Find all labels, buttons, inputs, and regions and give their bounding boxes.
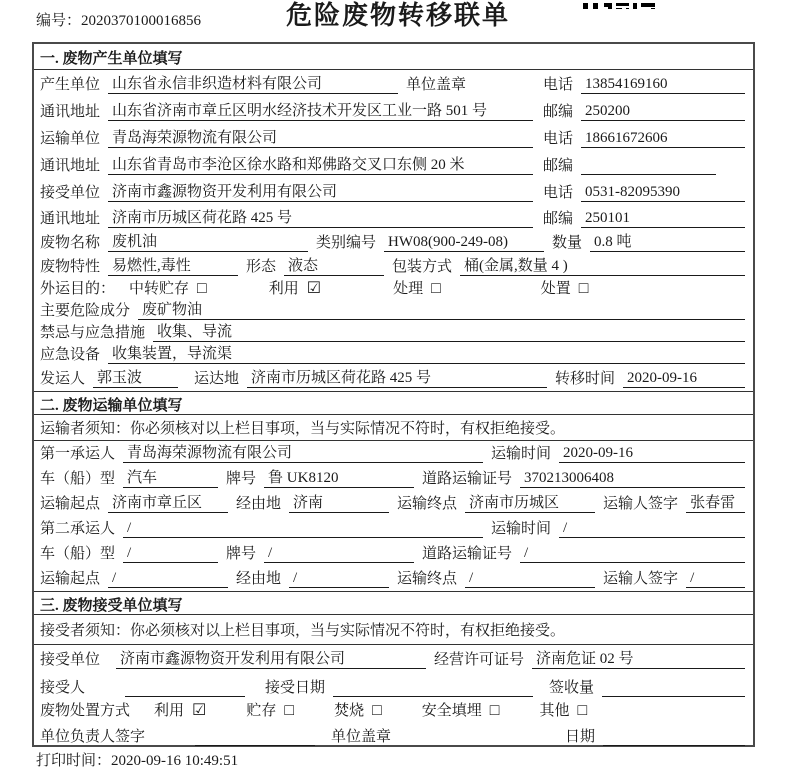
waste-name-row <box>34 231 753 255</box>
packing-label: 包装方式 <box>392 259 453 275</box>
equipment-row <box>34 345 753 367</box>
receiver-address-value: 济南市历城区荷花路 425 号 <box>108 206 533 228</box>
section3-title: 三. 废物接受单位填写 <box>34 591 753 615</box>
transporter-value: 青岛海荣源物流有限公司 <box>108 126 533 148</box>
accept-date-value <box>333 696 533 697</box>
disposal-row <box>34 700 753 723</box>
responsible-sign-value <box>195 745 315 746</box>
disposal-option-store <box>246 699 294 720</box>
via1-value: 济南 <box>289 491 389 513</box>
quantity-value: 0.8 吨 <box>590 230 745 252</box>
accept-date-label: 接受日期 <box>265 680 326 696</box>
checkbox-unchecked-icon: □ <box>197 280 207 297</box>
transport-time1-value: 2020-09-16 <box>559 445 745 463</box>
accept-unit-label: 接受单位 <box>40 652 101 668</box>
phone-label-3: 电话 <box>543 185 574 201</box>
receiver-row <box>34 178 753 205</box>
producer-address-value: 山东省济南市章丘区明水经济技术开发区工业一路 501 号 <box>108 99 533 121</box>
trait-value: 易燃性,毒性 <box>108 254 238 276</box>
checkbox-checked-icon: ☑ <box>192 702 207 719</box>
unit-seal-label: 单位盖章 <box>406 77 467 93</box>
receiver-address-row <box>34 205 753 231</box>
purpose-option-treat-label: 处理 <box>393 281 424 297</box>
via-label-1: 经由地 <box>236 496 282 512</box>
form-value: 液态 <box>284 254 384 276</box>
waste-trait-row <box>34 255 753 279</box>
receiver-value: 济南市鑫源物资开发利用有限公司 <box>108 180 533 202</box>
responsible-sign-label: 单位负责人签字 <box>40 729 146 745</box>
producer-label: 产生单位 <box>40 77 101 93</box>
vehicle1-value: 汽车 <box>123 466 218 488</box>
producer-address-row <box>34 97 753 124</box>
purpose-option-transfer-storage <box>129 277 207 298</box>
disposal-option-landfill <box>422 699 500 720</box>
plate2-value: / <box>264 545 414 563</box>
date2-label: 日期 <box>565 729 596 745</box>
vehicle1-row <box>34 466 753 491</box>
via-label-2: 经由地 <box>236 571 282 587</box>
purpose-option-transfer-storage-label: 中转贮存 <box>129 281 190 297</box>
transporter-phone-value: 18661672606 <box>581 130 745 148</box>
recipient-value <box>125 696 245 697</box>
print-time-value: 2020-09-16 10:49:51 <box>111 753 239 768</box>
disposal-option-utilize <box>154 699 206 720</box>
road-cert-label-2: 道路运输证号 <box>422 546 513 562</box>
terminal2-value: / <box>465 570 595 588</box>
accept-unit-value: 济南市鑫源物资开发利用有限公司 <box>116 647 426 669</box>
origin1-value: 济南市章丘区 <box>108 491 228 513</box>
checkbox-unchecked-icon: □ <box>431 280 441 297</box>
destination-label: 运达地 <box>194 371 240 387</box>
transporter-zip-value <box>581 174 716 175</box>
recipient-label: 接受人 <box>40 680 86 696</box>
transport-time-label-1: 运输时间 <box>491 446 552 462</box>
checkbox-unchecked-icon: □ <box>577 702 588 719</box>
license-value: 济南危证 02 号 <box>532 647 745 669</box>
consignor-label: 发运人 <box>40 371 86 387</box>
serial-value: 2020370100016856 <box>81 13 202 29</box>
consignor-row <box>34 367 753 391</box>
zip-label-3: 邮编 <box>543 211 574 227</box>
phone-label-2: 电话 <box>543 131 574 147</box>
purpose-option-utilize <box>269 277 321 298</box>
vehicle2-row <box>34 541 753 566</box>
consignor-value: 郭玉波 <box>93 366 178 388</box>
page-title: 危险废物转移联单 <box>285 1 510 30</box>
vehicle-label-1: 车（船）型 <box>40 471 116 487</box>
zip-label-1: 邮编 <box>543 104 574 120</box>
vehicle-label-2: 车（船）型 <box>40 546 116 562</box>
document-header <box>0 0 796 42</box>
origin-label-2: 运输起点 <box>40 571 101 587</box>
hazard-value: 废矿物油 <box>138 298 745 320</box>
transporter-sign2-value: / <box>686 570 745 588</box>
plate-label-2: 牌号 <box>226 546 257 562</box>
checkbox-unchecked-icon: □ <box>284 702 295 719</box>
disposal-option-landfill-label: 安全填埋 <box>421 703 482 719</box>
manifest-form <box>32 42 755 747</box>
form-label: 形态 <box>246 259 277 275</box>
disposal-option-utilize-label: 利用 <box>154 703 185 719</box>
section1-title: 一. 废物产生单位填写 <box>34 44 753 70</box>
road-cert1-value: 370213006408 <box>520 470 745 488</box>
road-cert-label-1: 道路运输证号 <box>422 471 513 487</box>
receiver-label: 接受单位 <box>40 185 101 201</box>
route2-row <box>34 566 753 591</box>
receiver-zip-value: 250101 <box>581 210 745 228</box>
road-cert2-value: / <box>520 545 745 563</box>
trait-label: 废物特性 <box>40 259 101 275</box>
disposal-label: 废物处置方式 <box>40 703 131 719</box>
transport-time2-value: / <box>559 520 745 538</box>
transporter-sign1-value: 张春雷 <box>686 491 745 513</box>
recipient-row <box>34 672 753 700</box>
purpose-option-treat <box>393 277 441 298</box>
waste-name-label: 废物名称 <box>40 235 101 251</box>
transporter-address-row <box>34 151 753 178</box>
transporter-sign-label-2: 运输人签字 <box>603 571 679 587</box>
transporter-address-value: 山东省青岛市李沧区徐水路和郑佛路交叉口东侧 20 米 <box>108 153 533 175</box>
address-label-3: 通讯地址 <box>40 211 101 227</box>
quantity-label: 数量 <box>552 235 583 251</box>
category-value: HW08(900-249-08) <box>384 234 544 252</box>
print-time-label: 打印时间： <box>36 753 112 768</box>
checkbox-checked-icon: ☑ <box>306 280 322 297</box>
taboo-label: 禁忌与应急措施 <box>40 325 146 341</box>
purpose-option-dispose-label: 处置 <box>540 281 571 297</box>
disposal-option-store-label: 贮存 <box>246 703 277 719</box>
qr-code-icon <box>583 0 655 9</box>
vehicle2-value: / <box>123 545 218 563</box>
terminal-label-1: 运输终点 <box>397 496 458 512</box>
purpose-label: 外运目的： <box>40 281 116 297</box>
receiver-notice: 接受者须知：你必须核对以上栏目事项，当与实际情况不符时，有权拒绝接受。 <box>34 615 753 645</box>
carrier1-value: 青岛海荣源物流有限公司 <box>123 441 483 463</box>
via2-value: / <box>289 570 389 588</box>
disposal-option-other <box>539 699 587 720</box>
route1-row <box>34 491 753 516</box>
carrier2-row <box>34 516 753 541</box>
carrier2-label: 第二承运人 <box>40 521 116 537</box>
origin2-value: / <box>108 570 228 588</box>
unit-seal-label-2: 单位盖章 <box>331 729 392 745</box>
hazard-label: 主要危险成分 <box>40 303 131 319</box>
phone-label-1: 电话 <box>543 77 574 93</box>
address-label-2: 通讯地址 <box>40 158 101 174</box>
producer-row <box>34 70 753 97</box>
date2-value <box>603 745 745 746</box>
waste-name-value: 废机油 <box>108 230 308 252</box>
responsible-row <box>34 723 753 749</box>
carrier2-value: / <box>123 520 483 538</box>
carrier1-label: 第一承运人 <box>40 446 116 462</box>
packing-value: 桶(金属,数量 4 ) <box>460 254 745 276</box>
equipment-value: 收集装置，导流渠 <box>108 342 745 364</box>
disposal-option-incinerate-label: 焚烧 <box>334 703 365 719</box>
terminal-label-2: 运输终点 <box>397 571 458 587</box>
section2-title: 二. 废物运输单位填写 <box>34 391 753 415</box>
plate1-value: 鲁 UK8120 <box>264 466 414 488</box>
taboo-value: 收集、导流 <box>153 320 745 342</box>
transporter-label: 运输单位 <box>40 131 101 147</box>
transporter-sign-label-1: 运输人签字 <box>603 496 679 512</box>
transport-time-label-2: 运输时间 <box>491 521 552 537</box>
serial-label: 编号： <box>36 13 82 29</box>
producer-value: 山东省永信非织造材料有限公司 <box>108 72 398 94</box>
checkbox-unchecked-icon: □ <box>578 280 589 297</box>
checkbox-unchecked-icon: □ <box>489 702 500 719</box>
terminal1-value: 济南市历城区 <box>465 491 595 513</box>
transporter-row <box>34 124 753 151</box>
transfer-time-label: 转移时间 <box>555 371 616 387</box>
producer-phone-value: 13854169160 <box>581 76 745 94</box>
amount-value <box>602 696 745 697</box>
license-label: 经营许可证号 <box>434 652 525 668</box>
disposal-option-incinerate <box>334 699 382 720</box>
purpose-option-utilize-label: 利用 <box>268 281 299 297</box>
zip-label-2: 邮编 <box>543 158 574 174</box>
carrier1-row <box>34 441 753 466</box>
print-time-line <box>36 749 238 768</box>
origin-label-1: 运输起点 <box>40 496 101 512</box>
category-label: 类别编号 <box>316 235 377 251</box>
plate-label-1: 牌号 <box>226 471 257 487</box>
destination-value: 济南市历城区荷花路 425 号 <box>247 366 547 388</box>
accept-unit-row <box>34 645 753 672</box>
transfer-time-value: 2020-09-16 <box>623 370 745 388</box>
producer-zip-value: 250200 <box>581 103 745 121</box>
checkbox-unchecked-icon: □ <box>372 702 382 719</box>
equipment-label: 应急设备 <box>40 347 101 363</box>
amount-label: 签收量 <box>549 680 595 696</box>
disposal-option-other-label: 其他 <box>539 703 570 719</box>
address-label-1: 通讯地址 <box>40 104 101 120</box>
receiver-phone-value: 0531-82095390 <box>581 184 745 202</box>
purpose-option-dispose <box>541 277 589 298</box>
transporter-notice: 运输者须知：你必须核对以上栏目事项，当与实际情况不符时，有权拒绝接受。 <box>34 415 753 441</box>
